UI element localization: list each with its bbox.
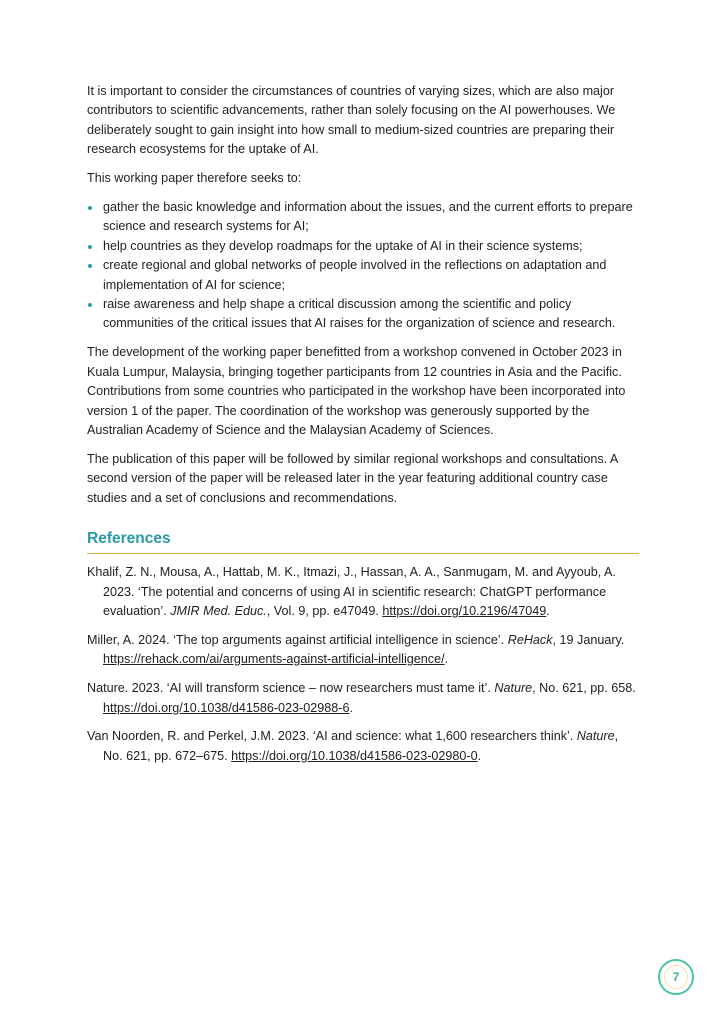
reference-link[interactable]: https://doi.org/10.1038/d41586-023-02988-6 [103, 700, 350, 715]
workshop-paragraph: The development of the working paper benefitted from a workshop convened in October 2023 in Kuala Lumpur, Malaysia, bringing together participants from 12 countries in Asia and the Pacific. Contributions from some countries who participated in the workshop have been incorporated into version 1 of the paper. The coordination of the workshop was generously supported by the Australian Academy of Science and the Malaysian Academy of Sciences. [87, 345, 626, 437]
objectives-lead: This working paper therefore seeks to: [87, 171, 302, 186]
list-item: create regional and global networks of people involved in the reflections on adaptation and implementation of AI for science; [87, 256, 639, 295]
list-item: gather the basic knowledge and information about the issues, and the current efforts to prepare science and research systems for AI; [87, 198, 639, 237]
reference-item: Nature. 2023. ‘AI will transform science – now researchers must tame it’. Nature, No. 621, pp. 658. https://doi.org/10.1038/d41586-023-02988-6. [87, 681, 636, 715]
objectives-list [87, 198, 639, 334]
references-heading: References [87, 530, 171, 548]
list-item: raise awareness and help shape a critical discussion among the scientific and policy communities of the critical issues that AI raises for the organization of science and research. [87, 295, 639, 334]
bullet-icon [88, 264, 92, 268]
intro-paragraph: It is important to consider the circumstances of countries of varying sizes, which are also major contributors to scientific advancements, rather than solely focusing on the AI powerhouses. We deliberately sought to gain insight into how small to medium-sized countries are preparing their research ecosystems for the uptake of AI. [87, 84, 616, 157]
reference-link[interactable]: https://doi.org/10.1038/d41586-023-02980-0 [231, 748, 478, 763]
list-item: help countries as they develop roadmaps for the uptake of AI in their science systems; [87, 237, 639, 256]
reference-link[interactable]: https://rehack.com/ai/arguments-against-artificial-intelligence/ [103, 652, 445, 667]
bullet-icon [88, 206, 92, 210]
bullet-icon [88, 245, 92, 249]
document-body [87, 82, 639, 776]
page-number-badge [658, 959, 694, 995]
reference-item: Miller, A. 2024. ‘The top arguments against artificial intelligence in science’. ReHack, 19 January. https://rehack.com/ai/arguments-against-artificial-intelligence/. [87, 632, 625, 667]
section-divider [87, 553, 639, 554]
reference-item: Khalif, Z. N., Mousa, A., Hattab, M. K., Itmazi, J., Hassan, A. A., Sanmugam, M. and Ayyoub, A. 2023. ‘The potential and concerns of using AI in scientific research: ChatGPT performance evaluation’. JMIR Med. Educ., Vol. 9, pp. e47049. https://doi.org/10.2196/47049. [87, 565, 616, 618]
reference-link[interactable]: https://doi.org/10.2196/47049 [382, 603, 547, 618]
page-number: 7 [672, 970, 680, 984]
publication-paragraph: The publication of this paper will be followed by similar regional workshops and consultations. A second version of the paper will be released later in the year featuring additional country case studies and a set of conclusions and recommendations. [87, 451, 618, 505]
reference-item: Van Noorden, R. and Perkel, J.M. 2023. ‘AI and science: what 1,600 researchers think’. Nature, No. 621, pp. 672–675. https://doi.org/10.1038/d41586-023-02980-0. [87, 729, 619, 763]
bullet-icon [88, 303, 92, 307]
